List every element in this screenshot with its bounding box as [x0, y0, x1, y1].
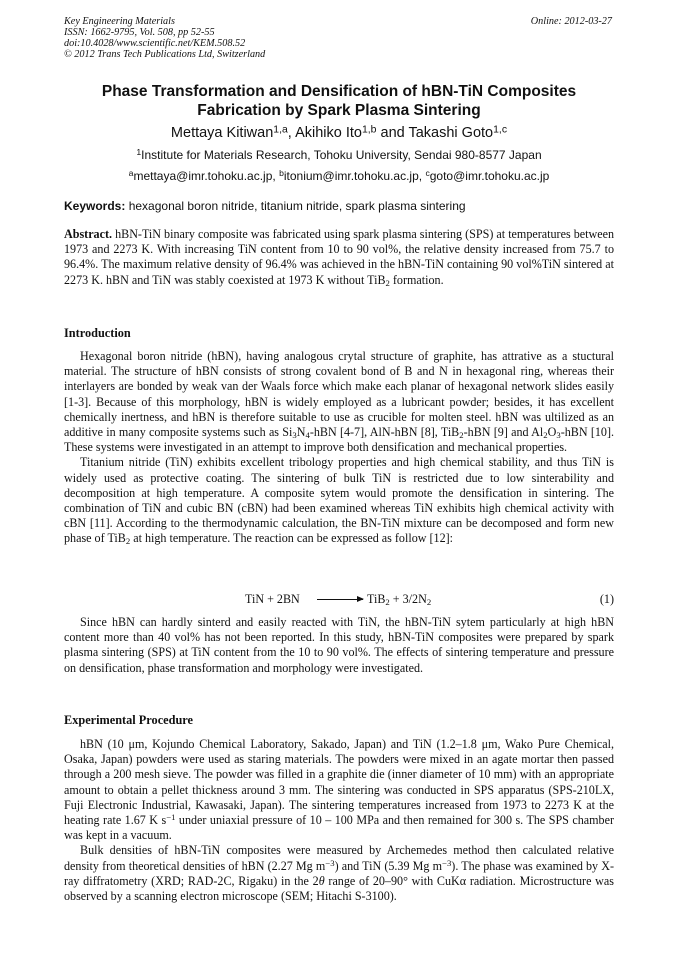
subscript: 2	[543, 430, 548, 441]
text-run: Hexagonal boron nitride (hBN), having analogous crytal structure of graphite, has attrative as a stuctural material. The structure of hBN consists of strong covalent bond of B and N in hexagonal ring, whereas their interlayers are bonded by weak van der Waals force which make each planar of hexagonal network slides easily [1-3]. Because of this morphology, hBN is widely employed as a lubricant powder; besides, it has excellent chemically inertness, and hBN is therefore suitable to use as crucible for molten steel. hBN was ultilized as an additive in many composite systems such as Si	[64, 349, 614, 440]
affiliation-text: Institute for Materials Research, Tohoku University, Sendai 980-8577 Japan	[141, 148, 542, 162]
text-run: -hBN [9] and Al	[463, 425, 544, 440]
subscript: 2	[426, 597, 432, 608]
author-name: Takashi Goto	[408, 125, 494, 141]
doi: doi:10.4028/www.scientific.net/KEM.508.52	[64, 38, 246, 49]
experimental-body	[64, 737, 614, 904]
text-run: under uniaxial pressure of 10 – 100 MPa and then remained for 300 s. The SPS chamber was kept in a vacuum.	[64, 813, 614, 843]
author-sup: 1,a	[273, 124, 288, 136]
theta-symbol: θ	[318, 873, 325, 888]
text-run: Bulk densities of hBN-TiN composites were measured by Archemedes method then calculated relative density from theoretical densities of hBN (2.27 Mg m	[64, 843, 614, 873]
superscript: −1	[166, 812, 176, 823]
abstract-text-end: formation.	[389, 272, 444, 287]
introduction-body	[64, 349, 614, 547]
email-link[interactable]: mettaya@imr.tohoku.ac.jp	[133, 169, 273, 183]
text-run: hBN (10 μm, Kojundo Chemical Laboratory, Sakado, Japan) and TiN (1.2–1.8 μm, Wako Pure Chemical, Osaka, Japan) powders were used as staring materials. The powders were mixed in an agate mortar then passed through a 200 mesh sieve. The powder was filled in a graphite die (inner diameter of 10 mm) with an appropriate amount to obtain a pellet thickness around 3 mm. The sintering was conducted in SPS apparatus (SPS-210LX, Fuji Electronic Industrial, Kawasaki, Japan). The sintering temperatures increased from 1973 to 2273 K at the heating rate 1.67 K s	[64, 737, 614, 828]
superscript: −3	[442, 857, 452, 868]
subscript: 2	[385, 597, 390, 608]
subscript: 2	[459, 430, 464, 441]
author-name: Akihiko Ito	[295, 125, 362, 141]
text-run: + 3/2N	[389, 592, 427, 606]
text-run: range of 20–90° with CuKα radiation. Microstructure was observed by a scanning electron microscope (SEM; Hitachi S-3100).	[64, 873, 614, 904]
abstract-label: Abstract.	[64, 227, 113, 241]
email-list: $^a$mettaya@imr.tohoku.ac.jp, $^b$itonium@imr.tohoku.ac.jp, $^c$goto@imr.tohoku.ac.jp	[128, 168, 550, 183]
superscript: −3	[325, 857, 335, 868]
subscript: 4	[305, 430, 310, 441]
paragraph: Since hBN can hardly sinterd and easily reacted with TiN, the hBN-TiN sytem particularly at high hBN content more than 40 vol% has not been reported. In this study, hBN-TiN composites were prepared by spark plasma sintering (SPS) at TiN content from the 10 to 90 vol%. The effects of sintering temperature and pressure on densification, phase transformation and morphology were investigated.	[64, 615, 614, 675]
subscript: 3	[292, 430, 297, 441]
title-line-1: Phase Transformation and Densification of hBN-TiN Composites	[101, 83, 577, 100]
keywords-label: Keywords:	[64, 199, 126, 213]
introduction-body-cont	[64, 615, 614, 676]
author-sup: 1,c	[493, 124, 508, 136]
abstract	[64, 227, 614, 288]
author-sup: 1,b	[361, 124, 377, 136]
keywords-text: hexagonal boron nitride, titanium nitride, spark plasma sintering	[128, 199, 466, 213]
email-sup: c	[425, 168, 430, 179]
equation-rhs	[367, 592, 431, 607]
paragraph	[64, 737, 614, 843]
email-sup: a	[128, 168, 134, 179]
journal-name: Key Engineering Materials	[64, 16, 175, 27]
text-run: -hBN [10]. These systems were investigated in an attempt to improve both densification and mechanical properties.	[64, 425, 615, 455]
equation-lhs: TiN + 2BN	[245, 592, 300, 606]
email-sup: b	[279, 168, 284, 179]
section-heading-experimental: Experimental Procedure	[64, 713, 193, 727]
text-run: Titanium nitride (TiN) exhibits excellent tribology properties and high chemical stability, and thus TiN is widely used as protective coating. The sintering of bulk TiN is restricted due to low sinterability and decomposition at high temperature. A composite sytem would promote the densification in sintering. The combination of TiN and cubic BN (cBN) had been examined whereas TiN exhibits high chemical activity with cBN [11]. According to the thermodynamic calculation, the BN-TiN mixture can be decomposed and form new phase of TiB	[64, 455, 614, 546]
subscript: 2	[125, 536, 131, 547]
text-run: TiB	[367, 592, 386, 606]
issn: ISSN: 1662-9795, Vol. 508, pp 52-55	[64, 27, 215, 38]
paragraph: Hexagonal boron nitride (hBN), having analogous crytal structure of graphite, has attrative as a stuctural material. The structure of hBN consists of strong covalent bond of B and N in hexagonal ring, whereas their interlayers are bonded by weak van der Waals force which make each planar of hexagonal network slides easily [1-3]. Because of this morphology, hBN is widely employed as a lubricant powder; besides, it has excellent chemically inertness, and hBN is therefore suitable to use as crucible for molten steel. hBN was ultilized as an additive in many composite systems such as $Si_3N_4$-hBN [4-7], AlN-hBN [8], TiB$_2$-hBN [9] and $Al_2O_3$-hBN [10]. These systems were investigated in an attempt to improve both densification and mechanical properties.	[64, 349, 615, 455]
affiliation-sup: 1	[136, 147, 142, 158]
paragraph	[64, 455, 614, 546]
subscript: 3	[556, 430, 561, 441]
paragraph	[64, 843, 614, 904]
text-run: at high temperature. The reaction can be expressed as follow [12]:	[130, 531, 454, 546]
subscript: 2	[385, 277, 390, 288]
text-run: -hBN [4-7], AlN-hBN [8], TiB	[309, 425, 460, 440]
journal-info	[64, 16, 265, 60]
copyright: © 2012 Trans Tech Publications Ltd, Switzerland	[64, 49, 266, 60]
keywords	[64, 199, 616, 214]
paper-title	[40, 82, 638, 120]
reaction-arrow-icon	[317, 599, 363, 600]
email-link[interactable]: itonium@imr.tohoku.ac.jp	[283, 169, 419, 183]
abstract-text: hBN-TiN binary composite was fabricated using spark plasma sintering (SPS) at temperatures between 1973 and 2273 K. With increasing TiN content from 10 to 90 vol%, the relative density increased from 75.7 to 96.4%. The maximum relative density of 96.4% was achieved in the hBN-TiN containing 90 vol%TiN sintered at 2273 K. hBN and TiN was stably coexisted at 1973 K without TiB	[64, 227, 614, 287]
title-line-2: Fabrication by Spark Plasma Sintering	[197, 102, 481, 119]
email-link[interactable]: goto@imr.tohoku.ac.jp	[429, 169, 550, 183]
equation-number: (1)	[599, 592, 614, 606]
affiliation	[40, 148, 638, 163]
section-heading-introduction: Introduction	[64, 326, 131, 340]
text-run: ) and TiN (5.39 Mg m	[334, 858, 443, 873]
author-name: Mettaya Kitiwan	[170, 125, 274, 141]
text-run: ). The phase was examined by X-ray diffratometry (XRD; RAD-2C, Rigaku) in the 2	[64, 858, 615, 888]
online-date: Online: 2012-03-27	[530, 16, 612, 27]
author-list: Mettaya Kitiwan$^{1,a}$, Akihiko Ito$^{1,b}$ and Takashi Goto$^{1,c}$	[170, 124, 508, 141]
reaction-equation	[64, 592, 614, 607]
